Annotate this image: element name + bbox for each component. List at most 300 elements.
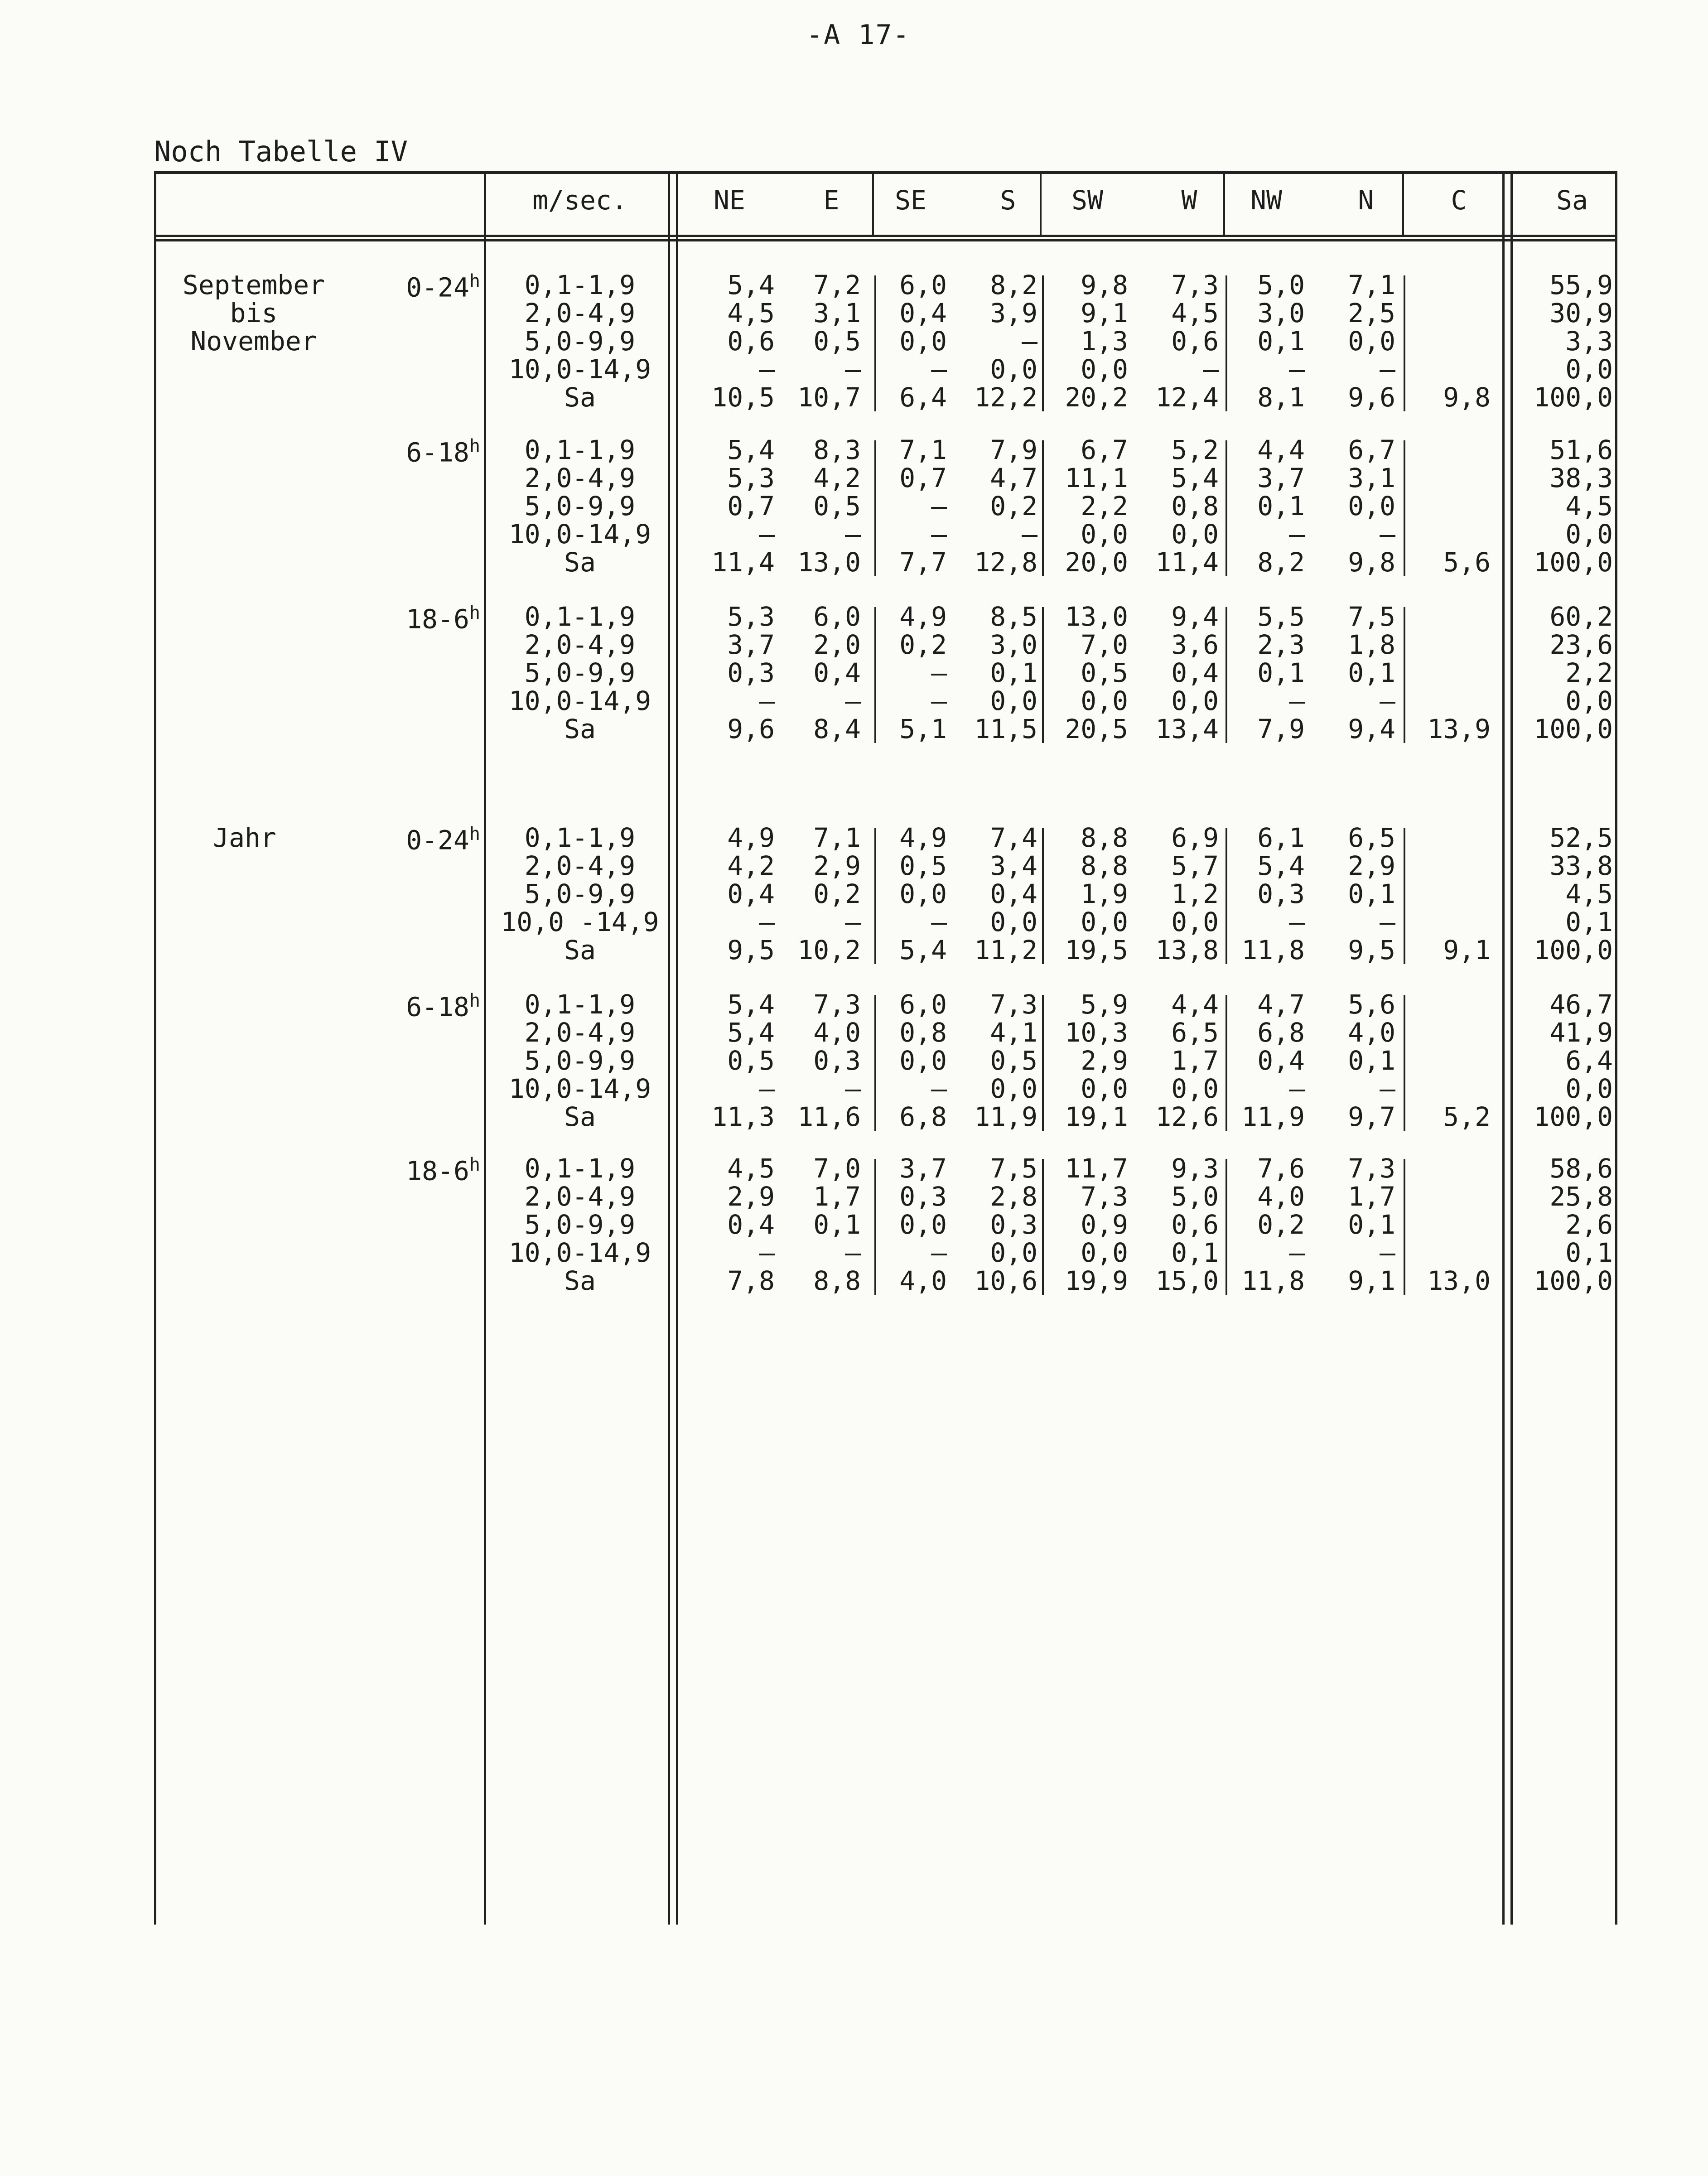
total-cell: 100,0 [1534,547,1613,578]
total-cell: 38,3 [1549,463,1613,493]
value-cell-s: 4,1 [990,1017,1037,1048]
value-cell-ne: 5,3 [727,601,775,632]
value-cell-ne: 2,9 [727,1181,775,1212]
value-cell-n: 0,0 [1348,491,1395,521]
value-cell-e: 7,2 [813,270,861,300]
value-cell-n: 0,1 [1348,1209,1395,1240]
value-cell-nw: 0,1 [1257,657,1305,688]
value-cell-w: 3,6 [1171,629,1219,660]
value-cell-s: 0,3 [990,1209,1037,1240]
value-cell-se: 7,7 [899,547,947,578]
value-cell-s: 11,2 [974,935,1037,965]
value-cell-s: 12,8 [974,547,1037,578]
speed-class-cell: 0,1-1,9 [524,989,636,1020]
total-cell: 100,0 [1534,1101,1613,1132]
value-cell-sw: 19,1 [1065,1101,1128,1132]
time-label-text: 0-24 [406,272,469,303]
total-cell: 51,6 [1549,434,1613,465]
value-cell-e: – [845,519,861,550]
value-cell-s: 0,2 [990,491,1037,521]
col-rule-hdr-s [1040,171,1042,235]
value-cell-nw: – [1289,519,1305,550]
speed-class-cell: 5,0-9,9 [524,657,636,688]
value-cell-w: 13,8 [1155,935,1219,965]
value-cell-sw: 19,9 [1065,1265,1128,1296]
value-cell-s: 3,9 [990,298,1037,328]
time-label-sup: h [469,436,480,457]
value-cell-s: 0,0 [990,685,1037,716]
value-cell-ne: 11,3 [711,1101,775,1132]
value-cell-se: 6,0 [899,989,947,1020]
value-cell-e: 1,7 [813,1181,861,1212]
total-cell: 60,2 [1549,601,1613,632]
value-cell-se: 6,0 [899,270,947,300]
value-cell-e: 10,7 [797,382,861,413]
time-label [362,436,480,468]
total-cell: 6,4 [1565,1045,1613,1076]
value-cell-n: 7,3 [1348,1153,1395,1184]
speed-class-cell: 2,0-4,9 [524,1181,636,1212]
value-cell-ne: 4,9 [727,822,775,853]
value-cell-s: 0,0 [990,907,1037,937]
value-cell-ne: 0,4 [727,1209,775,1240]
value-cell-ne: 3,7 [727,629,775,660]
total-cell: 55,9 [1549,270,1613,300]
value-cell-w: 0,0 [1171,519,1219,550]
value-cell-ne: 7,8 [727,1265,775,1296]
speed-class-cell: 0,1-1,9 [524,822,636,853]
value-cell-w: – [1203,354,1219,385]
value-cell-s: 7,4 [990,822,1037,853]
value-cell-n: 2,5 [1348,298,1395,328]
header-rule-2 [154,239,1617,241]
total-cell: 41,9 [1549,1017,1613,1048]
value-cell-sw: 0,5 [1081,657,1128,688]
value-cell-n: 7,1 [1348,270,1395,300]
calm-cell: 13,9 [1427,714,1491,744]
value-cell-sw: 20,5 [1065,714,1128,744]
speed-class-cell: 10,0-14,9 [508,1237,651,1268]
value-cell-ne: 11,4 [711,547,775,578]
col-rule-hdr-w [1223,171,1225,235]
value-cell-s: 7,5 [990,1153,1037,1184]
value-cell-ne: – [759,1237,775,1268]
value-cell-n: 6,7 [1348,434,1395,465]
value-cell-ne: 5,4 [727,270,775,300]
value-cell-n: – [1380,519,1395,550]
speed-class-cell: 2,0-4,9 [524,463,636,493]
calm-cell: 9,1 [1443,935,1491,965]
time-label-sup: h [469,990,480,1011]
value-cell-s: 11,5 [974,714,1037,744]
value-cell-n: 1,7 [1348,1181,1395,1212]
value-cell-ne: 9,5 [727,935,775,965]
speed-class-cell: 10,0-14,9 [508,685,651,716]
value-cell-nw: 0,1 [1257,326,1305,357]
value-cell-nw: – [1289,1073,1305,1104]
value-cell-w: 1,2 [1171,878,1219,909]
speed-class-cell: Sa [564,1265,596,1296]
value-cell-n: 9,4 [1348,714,1395,744]
value-cell-s: 0,0 [990,1237,1037,1268]
value-cell-nw: 2,3 [1257,629,1305,660]
total-cell: 4,5 [1565,878,1613,909]
value-cell-sw: 9,8 [1081,270,1128,300]
value-cell-sw: 7,0 [1081,629,1128,660]
value-cell-ne: – [759,685,775,716]
value-cell-nw: 0,3 [1257,878,1305,909]
value-cell-e: 0,2 [813,878,861,909]
value-cell-ne: – [759,907,775,937]
time-label-text: 18-6 [406,603,469,635]
value-cell-e: – [845,685,861,716]
value-cell-n: 2,9 [1348,850,1395,881]
value-cell-e: 0,5 [813,326,861,357]
total-cell: 4,5 [1565,491,1613,521]
value-cell-se: 0,0 [899,326,947,357]
value-cell-nw: 11,8 [1241,1265,1305,1296]
speed-class-cell: Sa [564,1101,596,1132]
value-cell-se: – [931,1237,947,1268]
value-cell-sw: 0,0 [1081,1237,1128,1268]
value-cell-sw: 1,9 [1081,878,1128,909]
value-cell-n: 6,5 [1348,822,1395,853]
value-cell-w: 0,8 [1171,491,1219,521]
speed-class-cell: Sa [564,382,596,413]
value-cell-w: 0,0 [1171,1073,1219,1104]
value-cell-se: 6,4 [899,382,947,413]
speed-class-cell: 5,0-9,9 [524,878,636,909]
value-cell-ne: 0,6 [727,326,775,357]
total-cell: 30,9 [1549,298,1613,328]
col-rule-hdr-n [1402,171,1404,235]
value-cell-s: 2,8 [990,1181,1037,1212]
value-cell-se: – [931,491,947,521]
value-cell-sw: 1,3 [1081,326,1128,357]
value-cell-w: 5,2 [1171,434,1219,465]
value-cell-ne: 5,4 [727,434,775,465]
header-se: SE [895,185,926,216]
value-cell-w: 4,4 [1171,989,1219,1020]
value-cell-n: 1,8 [1348,629,1395,660]
value-cell-sw: 0,0 [1081,907,1128,937]
value-cell-w: 6,9 [1171,822,1219,853]
speed-class-cell: Sa [564,714,596,744]
value-cell-n: 7,5 [1348,601,1395,632]
total-cell: 0,1 [1565,1237,1613,1268]
total-cell: 2,6 [1565,1209,1613,1240]
value-cell-w: 12,6 [1155,1101,1219,1132]
speed-class-cell: 5,0-9,9 [524,1045,636,1076]
total-cell: 100,0 [1534,714,1613,744]
value-cell-w: 0,1 [1171,1237,1219,1268]
value-cell-s: 7,3 [990,989,1037,1020]
value-cell-se: – [931,685,947,716]
value-cell-nw: 0,1 [1257,491,1305,521]
value-cell-n: 0,1 [1348,878,1395,909]
value-cell-s: 11,9 [974,1101,1037,1132]
value-cell-w: 0,0 [1171,685,1219,716]
total-cell: 100,0 [1534,1265,1613,1296]
value-cell-n: 5,6 [1348,989,1395,1020]
value-cell-se: 0,7 [899,463,947,493]
value-cell-se: 5,4 [899,935,947,965]
speed-class-cell: Sa [564,547,596,578]
value-cell-n: 0,1 [1348,657,1395,688]
total-cell: 0,0 [1565,519,1613,550]
header-sw: SW [1071,185,1103,216]
value-cell-w: 0,6 [1171,1209,1219,1240]
speed-class-cell: 10,0-14,9 [508,519,651,550]
value-cell-e: – [845,1073,861,1104]
header-s: S [1000,185,1016,216]
speed-class-cell: 2,0-4,9 [524,298,636,328]
speed-class-cell: 5,0-9,9 [524,1209,636,1240]
speed-class-cell: 0,1-1,9 [524,434,636,465]
value-cell-s: 8,2 [990,270,1037,300]
value-cell-n: 9,6 [1348,382,1395,413]
value-cell-nw: 6,8 [1257,1017,1305,1048]
speed-class-cell: 10,0 -14,9 [501,907,659,937]
value-cell-s: 0,1 [990,657,1037,688]
value-cell-se: 0,3 [899,1181,947,1212]
value-cell-s: 0,5 [990,1045,1037,1076]
value-cell-ne: 0,5 [727,1045,775,1076]
speed-class-cell: 0,1-1,9 [524,601,636,632]
value-cell-sw: 13,0 [1065,601,1128,632]
speed-class-cell: 5,0-9,9 [524,491,636,521]
value-cell-w: 7,3 [1171,270,1219,300]
value-cell-e: 8,4 [813,714,861,744]
value-cell-se: 5,1 [899,714,947,744]
value-cell-sw: 0,0 [1081,354,1128,385]
total-cell: 3,3 [1565,326,1613,357]
value-cell-e: 8,8 [813,1265,861,1296]
total-cell: 0,0 [1565,1073,1613,1104]
value-cell-ne: 4,2 [727,850,775,881]
value-cell-nw: – [1289,354,1305,385]
speed-class-cell: 2,0-4,9 [524,1017,636,1048]
group-name-year: Jahr [213,822,276,853]
header-ne: NE [714,185,745,216]
value-cell-nw: 0,2 [1257,1209,1305,1240]
value-cell-se: 3,7 [899,1153,947,1184]
value-cell-nw: 4,0 [1257,1181,1305,1212]
col-rule-speed-1 [668,171,670,1925]
time-label [362,990,480,1022]
value-cell-w: 13,4 [1155,714,1219,744]
value-cell-se: – [931,354,947,385]
value-cell-nw: – [1289,907,1305,937]
value-cell-ne: 0,7 [727,491,775,521]
total-cell: 100,0 [1534,382,1613,413]
value-cell-se: 0,0 [899,878,947,909]
speed-class-cell: 5,0-9,9 [524,326,636,357]
value-cell-w: 9,4 [1171,601,1219,632]
time-label-sup: h [469,271,480,292]
value-cell-sw: 11,1 [1065,463,1128,493]
value-cell-n: 0,1 [1348,1045,1395,1076]
speed-class-cell: 0,1-1,9 [524,1153,636,1184]
value-cell-se: – [931,907,947,937]
time-label-text: 18-6 [406,1155,469,1187]
value-cell-s: 0,0 [990,354,1037,385]
value-cell-ne: – [759,354,775,385]
col-rule-hdr-e [872,171,874,235]
total-cell: 2,2 [1565,657,1613,688]
header-n: N [1358,185,1374,216]
time-label [362,1154,480,1186]
value-cell-e: 4,0 [813,1017,861,1048]
value-cell-w: 5,0 [1171,1181,1219,1212]
value-cell-nw: 8,1 [1257,382,1305,413]
value-cell-ne: 9,6 [727,714,775,744]
value-cell-sw: 20,2 [1065,382,1128,413]
total-cell: 58,6 [1549,1153,1613,1184]
value-cell-ne: 5,3 [727,463,775,493]
value-cell-e: 7,1 [813,822,861,853]
value-cell-w: 9,3 [1171,1153,1219,1184]
value-cell-se: 4,0 [899,1265,947,1296]
value-cell-sw: 0,0 [1081,1073,1128,1104]
time-label-sup: h [469,1154,480,1175]
value-cell-n: 9,7 [1348,1101,1395,1132]
value-cell-nw: 3,0 [1257,298,1305,328]
time-label-sup: h [469,603,480,623]
page-number: -A 17- [806,19,910,51]
value-cell-e: 0,4 [813,657,861,688]
value-cell-nw: 7,9 [1257,714,1305,744]
value-cell-sw: 20,0 [1065,547,1128,578]
calm-cell: 13,0 [1427,1265,1491,1296]
value-cell-sw: 8,8 [1081,822,1128,853]
value-cell-e: 4,2 [813,463,861,493]
value-cell-nw: 5,4 [1257,850,1305,881]
value-cell-ne: 0,3 [727,657,775,688]
header-nw: NW [1250,185,1282,216]
value-cell-sw: 2,2 [1081,491,1128,521]
value-cell-n: 4,0 [1348,1017,1395,1048]
value-cell-n: 3,1 [1348,463,1395,493]
time-label-sup: h [469,824,480,844]
value-cell-ne: 4,5 [727,1153,775,1184]
value-cell-nw: 11,8 [1241,935,1305,965]
value-cell-w: 11,4 [1155,547,1219,578]
time-label [362,824,480,855]
calm-cell: 9,8 [1443,382,1491,413]
time-label-text: 0-24 [406,825,469,856]
col-rule-total-2 [1510,171,1513,1925]
value-cell-w: 0,6 [1171,326,1219,357]
value-cell-s: 0,4 [990,878,1037,909]
value-cell-s: 8,5 [990,601,1037,632]
value-cell-ne: 5,4 [727,1017,775,1048]
value-cell-e: – [845,907,861,937]
total-cell: 23,6 [1549,629,1613,660]
value-cell-n: 9,8 [1348,547,1395,578]
value-cell-ne: 10,5 [711,382,775,413]
value-cell-sw: 10,3 [1065,1017,1128,1048]
value-cell-n: 0,0 [1348,326,1395,357]
value-cell-nw: – [1289,685,1305,716]
value-cell-n: 9,5 [1348,935,1395,965]
speed-class-cell: 10,0-14,9 [508,354,651,385]
value-cell-e: 10,2 [797,935,861,965]
value-cell-s: – [1022,519,1037,550]
time-label [362,603,480,634]
col-rule-label [484,171,486,1925]
value-cell-e: 8,3 [813,434,861,465]
value-cell-s: 3,0 [990,629,1037,660]
total-cell: 25,8 [1549,1181,1613,1212]
value-cell-s: 4,7 [990,463,1037,493]
value-cell-w: 1,7 [1171,1045,1219,1076]
value-cell-n: – [1380,354,1395,385]
value-cell-se: 7,1 [899,434,947,465]
value-cell-w: 0,4 [1171,657,1219,688]
value-cell-w: 12,4 [1155,382,1219,413]
value-cell-se: 0,0 [899,1209,947,1240]
value-cell-e: 11,6 [797,1101,861,1132]
value-cell-e: 0,1 [813,1209,861,1240]
value-cell-nw: – [1289,1237,1305,1268]
value-cell-e: – [845,1237,861,1268]
value-cell-ne: 5,4 [727,989,775,1020]
speed-class-cell: 10,0-14,9 [508,1073,651,1104]
value-cell-e: 7,0 [813,1153,861,1184]
table-caption: Noch Tabelle IV [154,135,408,168]
value-cell-n: – [1380,907,1395,937]
value-cell-nw: 4,7 [1257,989,1305,1020]
value-cell-nw: 5,0 [1257,270,1305,300]
value-cell-nw: 4,4 [1257,434,1305,465]
value-cell-w: 4,5 [1171,298,1219,328]
value-cell-nw: 3,7 [1257,463,1305,493]
value-cell-s: 0,0 [990,1073,1037,1104]
value-cell-e: 7,3 [813,989,861,1020]
header-total: Sa [1556,185,1588,216]
value-cell-e: 6,0 [813,601,861,632]
value-cell-w: 5,4 [1171,463,1219,493]
value-cell-sw: 11,7 [1065,1153,1128,1184]
time-label-text: 6-18 [406,991,469,1023]
header-e: E [823,185,840,216]
value-cell-ne: 0,4 [727,878,775,909]
value-cell-n: – [1380,1237,1395,1268]
value-cell-se: 0,2 [899,629,947,660]
header-calm: C [1451,185,1467,216]
value-cell-s: 7,9 [990,434,1037,465]
total-cell: 52,5 [1549,822,1613,853]
value-cell-sw: 2,9 [1081,1045,1128,1076]
value-cell-w: 15,0 [1155,1265,1219,1296]
time-label [362,271,480,303]
total-cell: 46,7 [1549,989,1613,1020]
value-cell-sw: 6,7 [1081,434,1128,465]
header-w: W [1181,185,1197,216]
total-cell: 33,8 [1549,850,1613,881]
total-cell: 0,1 [1565,907,1613,937]
value-cell-ne: – [759,519,775,550]
value-cell-se: 4,9 [899,601,947,632]
value-cell-se: – [931,657,947,688]
value-cell-w: 6,5 [1171,1017,1219,1048]
value-cell-sw: 9,1 [1081,298,1128,328]
value-cell-e: – [845,354,861,385]
value-cell-s: 10,6 [974,1265,1037,1296]
value-cell-nw: 6,1 [1257,822,1305,853]
value-cell-ne: – [759,1073,775,1104]
